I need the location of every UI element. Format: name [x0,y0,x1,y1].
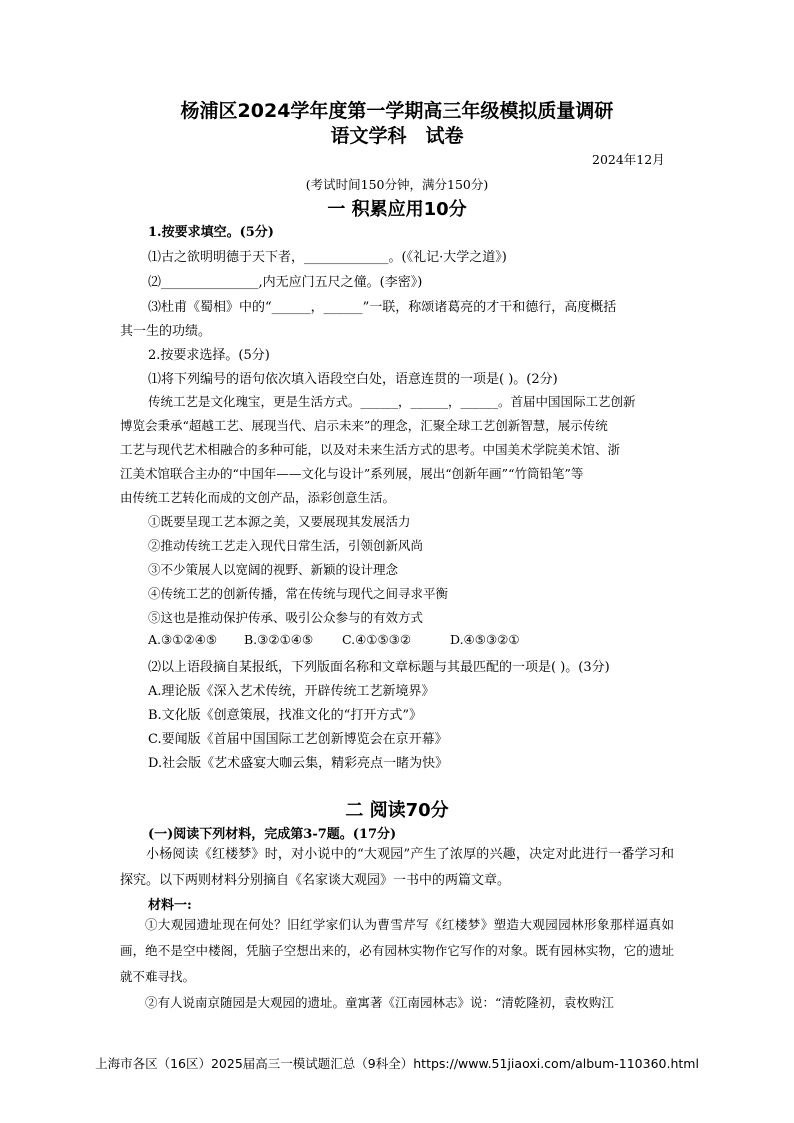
q2-stem: 2.按要求选择。(5分) [148,348,270,363]
part1-title: (一)阅读下列材料，完成第3-7题。(17分) [148,827,397,842]
option-1: ①既要呈现工艺本源之美，又要展现其发展活力 [148,514,411,529]
q1-item-3-cont: 其一生的功绩。 [120,324,212,339]
exam-date: 2024年12月 [592,152,665,167]
material-paragraph-1: ①大观园遗址现在何处？旧红学家们认为曹雪芹写《红楼梦》塑造大观园园林形象那样逼真如画，绝不是空中楼阁，凭脑子空想出来的，必有园林实物作它写作的对象。既有园林实物，它的遗址就不难寻找。 [120,917,674,984]
option-4: ④传统工艺的创新传播，常在传统与现代之间寻求平衡 [148,586,449,601]
passage-line-3: 工艺与现代艺术相融合的多种可能，以及对未来生活方式的思考。中国美术学院美术馆、浙 [120,442,621,457]
exam-title-line1: 杨浦区2024学年度第一学期高三年级模拟质量调研 [180,100,614,122]
choice-a: A.③①②④⑤ [148,632,218,647]
choice-c: C.④①⑤③② [342,632,412,647]
footer-text: 上海市各区（16区）2025届高三一模试题汇总（9科全）https://www.51jiaoxi.com/album-110360.html [95,1056,699,1071]
passage-line-2: 博览会秉承“超越工艺、展现当代、启示未来”的理念，汇聚全球工艺创新智慧，展示传统 [120,418,608,433]
section1-heading: 一 积累应用10分 [327,199,467,220]
q1-item-3: ⑶杜甫《蜀相》中的“______，______”一联，称颂诸葛亮的才干和德行，高度概括 [148,300,617,315]
intro-paragraph: 小杨阅读《红楼梦》时，对小说中的“大观园”产生了浓厚的兴趣，决定对此进行一番学习和探究。以下两则材料分别摘自《名家谈大观园》一书中的两篇文章。 [120,847,674,888]
passage-line-1: 传统工艺是文化瑰宝，更是生活方式。______，______，______。首届中国国际工艺创新 [148,394,636,409]
material-label: 材料一: [148,898,192,913]
choice-d: D.④⑤③②① [450,632,520,647]
exam-info: (考试时间150分钟，满分150分) [305,177,489,192]
sub2-choice-d: D.社会版《艺术盛宴大咖云集，精彩亮点一睹为快》 [148,756,449,771]
option-2: ②推动传统工艺走入现代日常生活，引领创新风尚 [148,538,424,553]
option-5: ⑤这也是推动保护传承、吸引公众参与的有效方式 [148,610,424,625]
option-3: ③不少策展人以宽阔的视野、新颖的设计理念 [148,562,399,577]
sub2-choice-a: A.理论版《深入艺术传统，开辟传统工艺新境界》 [148,684,435,699]
passage-line-4: 江美术馆联合主办的“中国年——文化与设计”系列展，展出“创新年画”“竹筒铅笔”等 [120,466,584,481]
q1-item-2: ⑵_______________,内无应门五尺之僮。(李密》) [148,275,423,290]
exam-title-line2: 语文学科 试卷 [330,125,464,147]
sub2-choice-b: B.文化版《创意策展，找准文化的“打开方式”》 [148,708,422,723]
q2-sub1: ⑴将下列编号的语句依次填入语段空白处，语意连贯的一项是( )。(2分) [148,372,558,387]
q2-sub2: ⑵以上语段摘自某报纸，下列版面名称和文章标题与其最匹配的一项是( )。(3分) [148,660,610,675]
choice-b: B.③②①④⑤ [244,632,314,647]
section2-heading: 二 阅读70分 [345,800,449,821]
material-paragraph-2: ②有人说南京随园是大观园的遗址。童寓著《江南园林志》说：“清乾隆初，袁枚购江 [145,995,614,1010]
q1-stem: 1.按要求填空。(5分) [148,225,274,240]
sub2-choice-c: C.要闻版《首届中国国际工艺创新博览会在京开幕》 [148,732,448,747]
passage-line-5: 由传统工艺转化而成的文创产品，添彩创意生活。 [120,490,396,505]
q1-item-1: ⑴古之欲明明德于天下者，_____________。(《礼记·大学之道》) [148,250,507,265]
